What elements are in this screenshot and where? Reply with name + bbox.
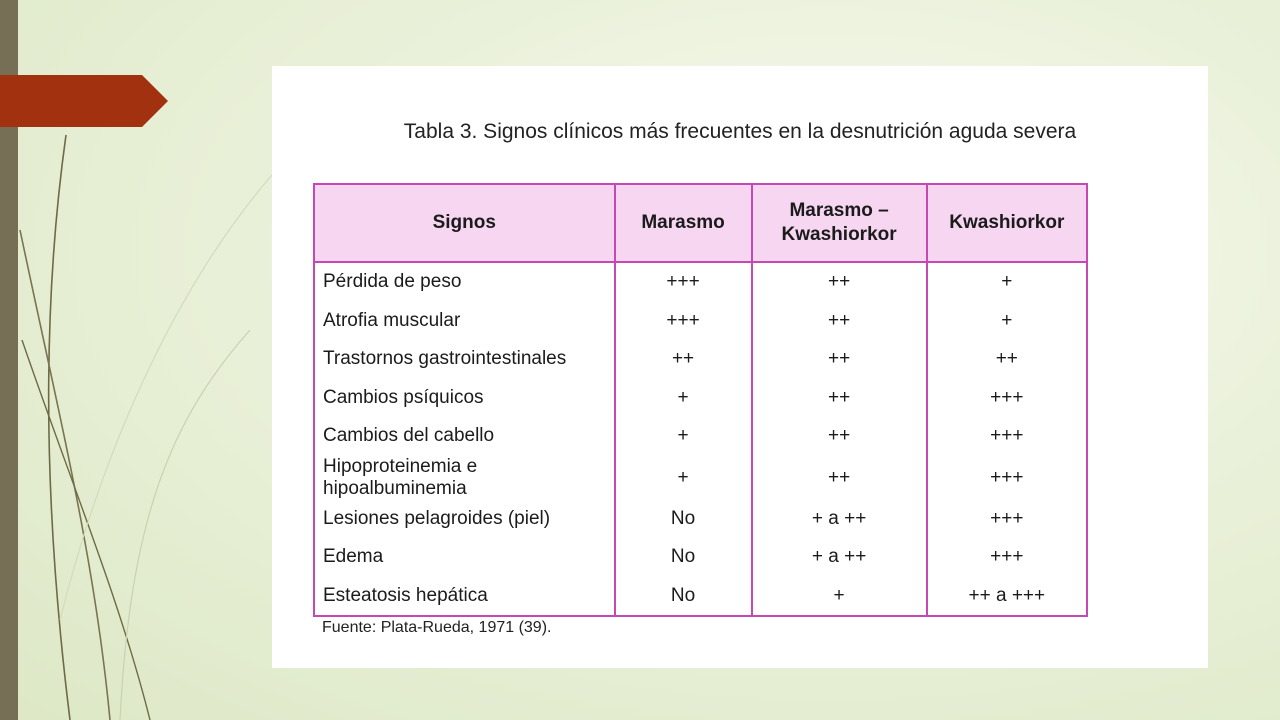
header-marasmo-kwashiorkor bbox=[752, 184, 927, 262]
table-header-row bbox=[314, 184, 1087, 262]
kwashiorkor-cell: +++ bbox=[927, 500, 1087, 539]
table-row bbox=[314, 500, 1087, 539]
table-row bbox=[314, 456, 1087, 500]
marasmo-cell: No bbox=[615, 500, 752, 539]
table-row bbox=[314, 262, 1087, 302]
table-row bbox=[314, 417, 1087, 456]
table-source-note: Fuente: Plata-Rueda, 1971 (39). bbox=[322, 619, 552, 636]
header-kwashiorkor: Kwashiorkor bbox=[927, 184, 1087, 262]
kwashiorkor-cell: +++ bbox=[927, 379, 1087, 418]
kwashiorkor-cell: +++ bbox=[927, 538, 1087, 577]
marasmo-kwashiorkor-cell: + bbox=[752, 577, 927, 617]
marasmo-kwashiorkor-cell: ++ bbox=[752, 456, 927, 500]
marasmo-kwashiorkor-cell: ++ bbox=[752, 417, 927, 456]
header-marasmo-kwashiorkor-line1: Marasmo – bbox=[789, 200, 889, 222]
marasmo-cell: No bbox=[615, 538, 752, 577]
table-row bbox=[314, 577, 1087, 617]
marasmo-cell: + bbox=[615, 456, 752, 500]
kwashiorkor-cell: +++ bbox=[927, 417, 1087, 456]
header-marasmo-kwashiorkor-line2: Kwashiorkor bbox=[781, 224, 897, 245]
table-image-card bbox=[272, 66, 1208, 668]
header-marasmo: Marasmo bbox=[615, 184, 752, 262]
marasmo-kwashiorkor-cell: ++ bbox=[752, 302, 927, 341]
marasmo-kwashiorkor-cell: ++ bbox=[752, 379, 927, 418]
sign-name-cell: Trastornos gastrointestinales bbox=[314, 340, 615, 379]
kwashiorkor-cell: + bbox=[927, 262, 1087, 302]
header-signos: Signos bbox=[314, 184, 615, 262]
sign-name-cell: Cambios del cabello bbox=[314, 417, 615, 456]
sign-name-cell: Cambios psíquicos bbox=[314, 379, 615, 418]
table-title: Tabla 3. Signos clínicos más frecuentes en la desnutrición aguda severa bbox=[403, 120, 1077, 143]
kwashiorkor-cell: +++ bbox=[927, 456, 1087, 500]
sign-name-cell: Lesiones pelagroides (piel) bbox=[314, 500, 615, 539]
sign-name-cell: Pérdida de peso bbox=[314, 262, 615, 302]
table-row bbox=[314, 340, 1087, 379]
marasmo-kwashiorkor-cell: ++ bbox=[752, 262, 927, 302]
marasmo-kwashiorkor-cell: + a ++ bbox=[752, 538, 927, 577]
marasmo-cell: + bbox=[615, 417, 752, 456]
kwashiorkor-cell: ++ a +++ bbox=[927, 577, 1087, 617]
table-row bbox=[314, 538, 1087, 577]
marasmo-kwashiorkor-cell: + a ++ bbox=[752, 500, 927, 539]
decorative-curves bbox=[0, 0, 280, 720]
marasmo-cell: +++ bbox=[615, 302, 752, 341]
table-row bbox=[314, 302, 1087, 341]
table-row bbox=[314, 379, 1087, 418]
sign-name-cell: Atrofia muscular bbox=[314, 302, 615, 341]
sign-name-cell: Hipoproteinemia e hipoalbuminemia bbox=[314, 456, 615, 500]
marasmo-cell: + bbox=[615, 379, 752, 418]
clinical-signs-table bbox=[313, 183, 1088, 617]
marasmo-cell: +++ bbox=[615, 262, 752, 302]
marasmo-cell: No bbox=[615, 577, 752, 617]
kwashiorkor-cell: ++ bbox=[927, 340, 1087, 379]
kwashiorkor-cell: + bbox=[927, 302, 1087, 341]
sign-name-cell: Edema bbox=[314, 538, 615, 577]
sign-name-cell: Esteatosis hepática bbox=[314, 577, 615, 617]
marasmo-cell: ++ bbox=[615, 340, 752, 379]
marasmo-kwashiorkor-cell: ++ bbox=[752, 340, 927, 379]
